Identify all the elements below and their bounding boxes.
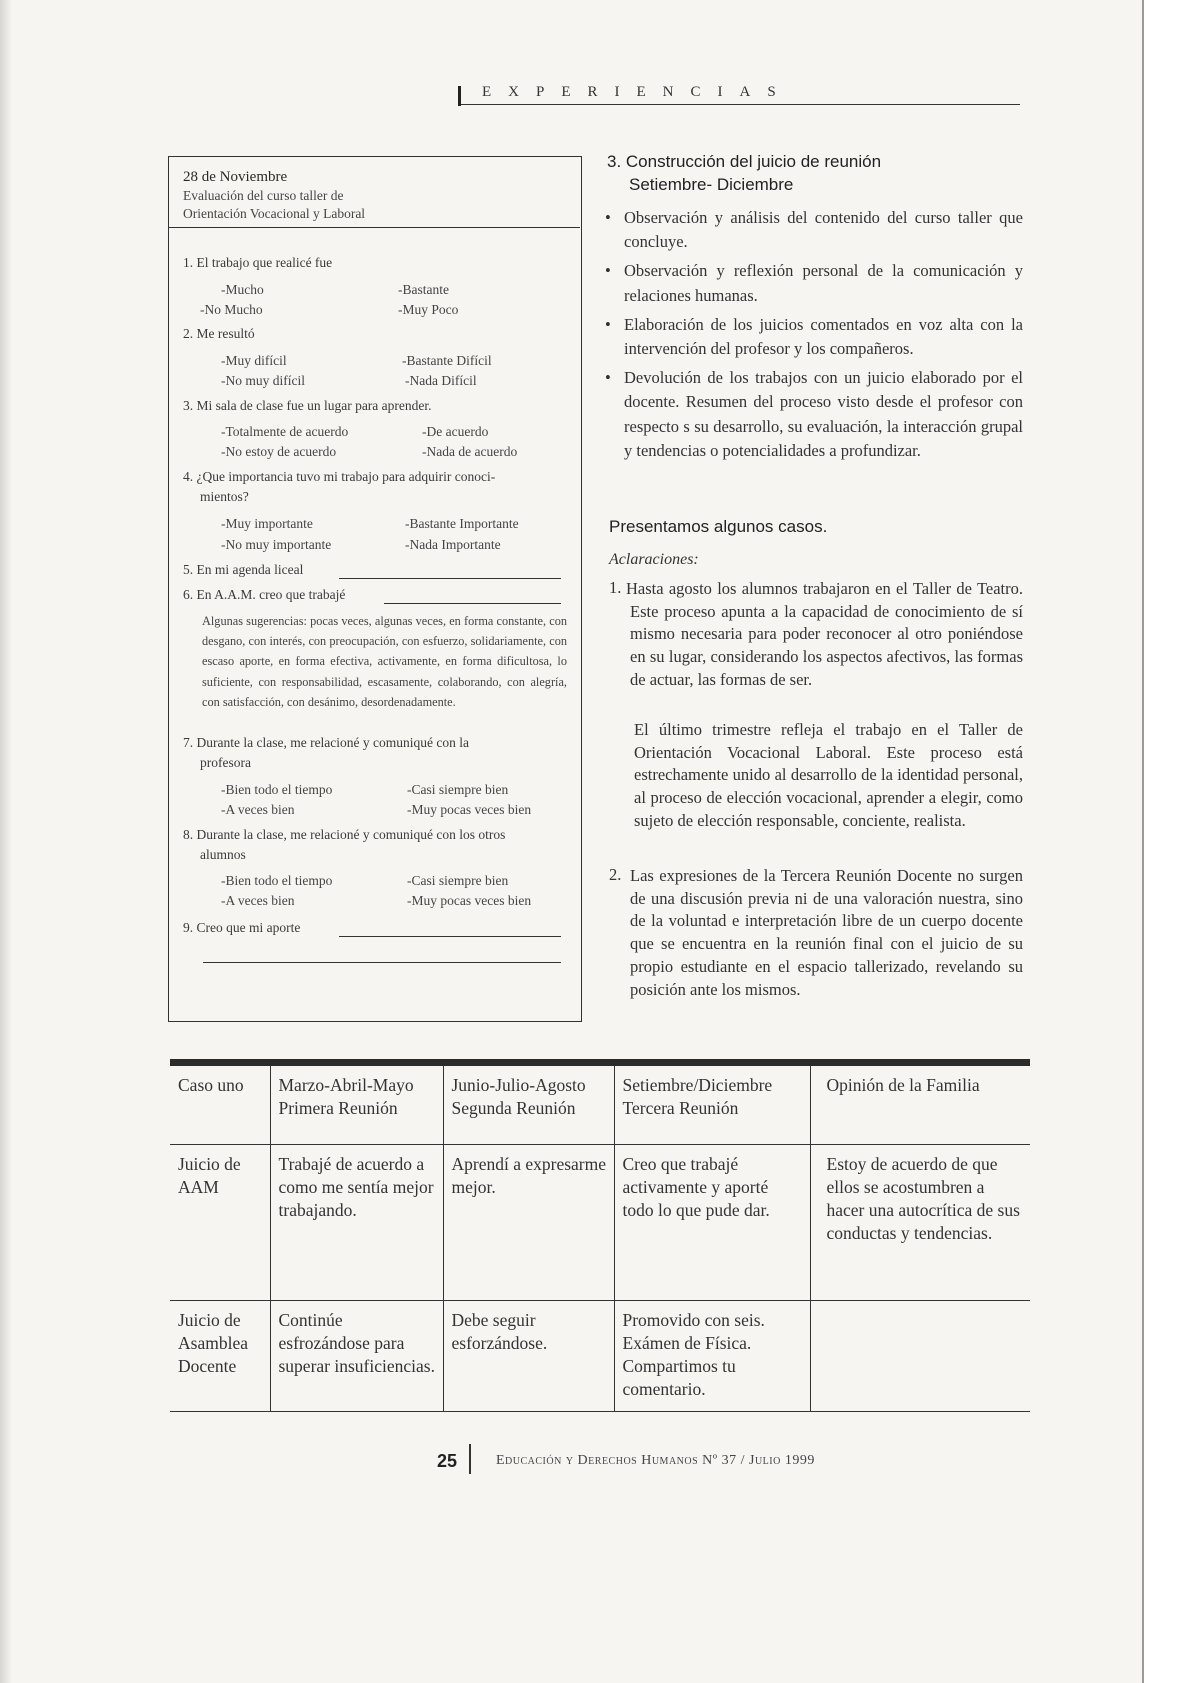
option: -Muy pocas veces bien [407, 893, 532, 908]
answer-line [203, 962, 561, 963]
bullet-dot: • [605, 208, 611, 227]
question-1: 1. El trabajo que realicé fue [183, 255, 333, 270]
casos-heading: Presentamos algunos casos. [609, 517, 828, 536]
aclaracion-1-paragraph-2: El último trimestre refleja el trabajo en el Taller de Orientación Vocacional Laboral. Este proceso está estrechamente unido al desarrollo de la identidad personal, al proceso de elección vocacional, aprender a elegir, como sujeto de elección responsable, conciente, realista. [634, 720, 1023, 830]
option: -Muy importante [221, 516, 313, 531]
option: -Bastante Difícil [402, 353, 492, 368]
answer-line [339, 578, 561, 579]
option: -No estoy de acuerdo [221, 444, 337, 459]
question-4-continued: mientos? [200, 489, 249, 504]
section-3-title [607, 150, 881, 196]
bullet-dot: • [605, 261, 611, 281]
case-table [170, 1059, 1030, 1412]
section-3-title-line: 3. Construcción del juicio de reunión [607, 152, 882, 171]
table-cell: Aprendí a expresarme mejor. [443, 1145, 614, 1301]
survey-subtitle: Orientación Vocacional y Laboral [183, 206, 366, 221]
page-shadow [0, 0, 12, 1683]
table-cell: Promovido con seis. Exámen de Física. Compartimos tu comentario. [614, 1301, 810, 1412]
aclaraciones-label: Aclaraciones: [609, 551, 699, 568]
option: -Bastante [398, 282, 449, 297]
table-row-label: Juicio de AAM [170, 1145, 270, 1301]
table-header-cell: Caso uno [170, 1063, 270, 1145]
aclaracion-2-paragraph: Las expresiones de la Tercera Reunión Docente no surgen de una discusión previa ni de una valoración nuestra, sino de la voluntad e interpretación libre de un cuerpo docente que se encuentra en la reunión final con el juicio de su propio estudiante en el espacio tallerizado, revelando su posición ante los mismos. [630, 866, 1023, 999]
aclaracion-1-paragraph: Hasta agosto los alumnos trabajaron en el Taller de Teatro. Este proceso apunta a la capacidad de conocimiento de sí mismo necesaria para poder reconocer al otro poniéndose en su lugar, considerando los aspectos afectivos, las formas de actuar, las formas de ser. [626, 579, 1023, 689]
option: -No Mucho [200, 302, 263, 317]
question-7: 7. Durante la clase, me relacioné y comuniqué con la [183, 735, 470, 750]
bullet-item: • Elaboración de los juicios comentados en voz alta con la intervención del profesor y los compañeros. [605, 314, 1023, 359]
next-page-edge [1142, 0, 1190, 1683]
survey-form [168, 156, 582, 1022]
table-cell: Continúe esfrozándose para superar insuficiencias. [270, 1301, 443, 1412]
bullet-item: • Devolución de los trabajos con un juicio elaborado por el docente. Resumen del proceso visto desde el profesor con respecto s su desarrollo, su evaluación, la interacción grupal y tendencias o potencialidades a profundizar. [605, 368, 1023, 460]
bullet-item: • Observación y reflexión personal de la comunicación y relaciones humanas. [605, 261, 1023, 305]
section-header [458, 82, 1020, 105]
option: -A veces bien [221, 802, 295, 817]
table-row [170, 1145, 1030, 1301]
question-5: 5. En mi agenda liceal [183, 562, 304, 577]
answer-line [339, 936, 561, 937]
header-bar [458, 86, 461, 106]
answer-line [384, 603, 561, 604]
option: -Nada Difícil [405, 373, 477, 388]
table-header-row [170, 1063, 1030, 1145]
survey-date: 28 de Noviembre [183, 169, 288, 185]
option: -Bien todo el tiempo [221, 782, 333, 797]
table-cell: Debe seguir esforzándose. [443, 1301, 614, 1412]
item-number: 2. [609, 865, 622, 884]
table-row-label: Juicio de Asamblea Docente [170, 1301, 270, 1412]
header-title: EXPERIENCIAS [482, 84, 793, 100]
table-header-cell: Junio-Julio-Agosto Segunda Reunión [443, 1063, 614, 1145]
option: -Mucho [221, 282, 264, 297]
footer-divider [469, 1444, 471, 1474]
option: -Totalmente de acuerdo [221, 424, 349, 439]
survey-subtitle: Evaluación del curso taller de [183, 188, 344, 203]
question-2: 2. Me resultó [183, 326, 255, 341]
table-cell: Trabajé de acuerdo a como me sentía mejor trabajando. [270, 1145, 443, 1301]
bullet-item: • Observación y análisis del contenido del curso taller que concluye. [605, 208, 1023, 252]
option: -Casi siempre bien [407, 873, 509, 888]
option: -Muy pocas veces bien [407, 802, 532, 817]
section-3-bullet-list [603, 206, 1023, 468]
option: -Muy difícil [221, 353, 287, 368]
question-4: 4. ¿Que importancia tuvo mi trabajo para adquirir conoci- [183, 469, 496, 484]
option: -Nada de acuerdo [422, 444, 518, 459]
table-cell: Estoy de acuerdo de que ellos se acostumbren a hacer una autocrítica de sus conductas y tendencias. [810, 1145, 1030, 1301]
option: -Nada Importante [405, 537, 501, 552]
option: -No muy difícil [221, 373, 305, 388]
publication-info: Educación y Derechos Humanos Nº 37 / Julio 1999 [496, 1453, 815, 1468]
option: -De acuerdo [422, 424, 489, 439]
question-6: 6. En A.A.M. creo que trabajé [183, 587, 346, 602]
option: -Casi siempre bien [407, 782, 509, 797]
survey-header [169, 157, 580, 228]
item-number: 1. [609, 578, 622, 597]
suggestions-text: Algunas sugerencias: pocas veces, algunas veces, en forma constante, con desgano, con interés, con preocupación, con esfuerzo, solidariamente, con escaso aporte, en forma efectiva, activamente, en forma dificultosa, lo suficiente, con responsabilidad, escasamente, colaborando, con alegría, con satisfacción, con desánimo, desordenadamente. [202, 614, 567, 709]
option: -Bastante Importante [405, 516, 519, 531]
question-8-continued: alumnos [200, 847, 246, 862]
question-7-continued: profesora [200, 755, 251, 770]
option: -No muy importante [221, 537, 332, 552]
question-8: 8. Durante la clase, me relacioné y comuniqué con los otros [183, 827, 506, 842]
table-header-cell: Opinión de la Familia [810, 1063, 1030, 1145]
table-row [170, 1301, 1030, 1412]
table-header-cell: Setiembre/Diciembre Tercera Reunión [614, 1063, 810, 1145]
question-3: 3. Mi sala de clase fue un lugar para aprender. [183, 398, 432, 413]
bullet-dot: • [605, 314, 611, 334]
question-9: 9. Creo que mi aporte [183, 920, 301, 935]
option: -Bien todo el tiempo [221, 873, 333, 888]
option: -A veces bien [221, 893, 295, 908]
section-3-title-line: Setiembre- Diciembre [629, 175, 794, 194]
bullet-dot: • [605, 368, 611, 388]
table-cell: Creo que trabajé activamente y aporté todo lo que pude dar. [614, 1145, 810, 1301]
table-header-cell: Marzo-Abril-Mayo Primera Reunión [270, 1063, 443, 1145]
table-cell [810, 1301, 1030, 1412]
option: -Muy Poco [398, 302, 459, 317]
page-number: 25 [437, 1451, 458, 1471]
